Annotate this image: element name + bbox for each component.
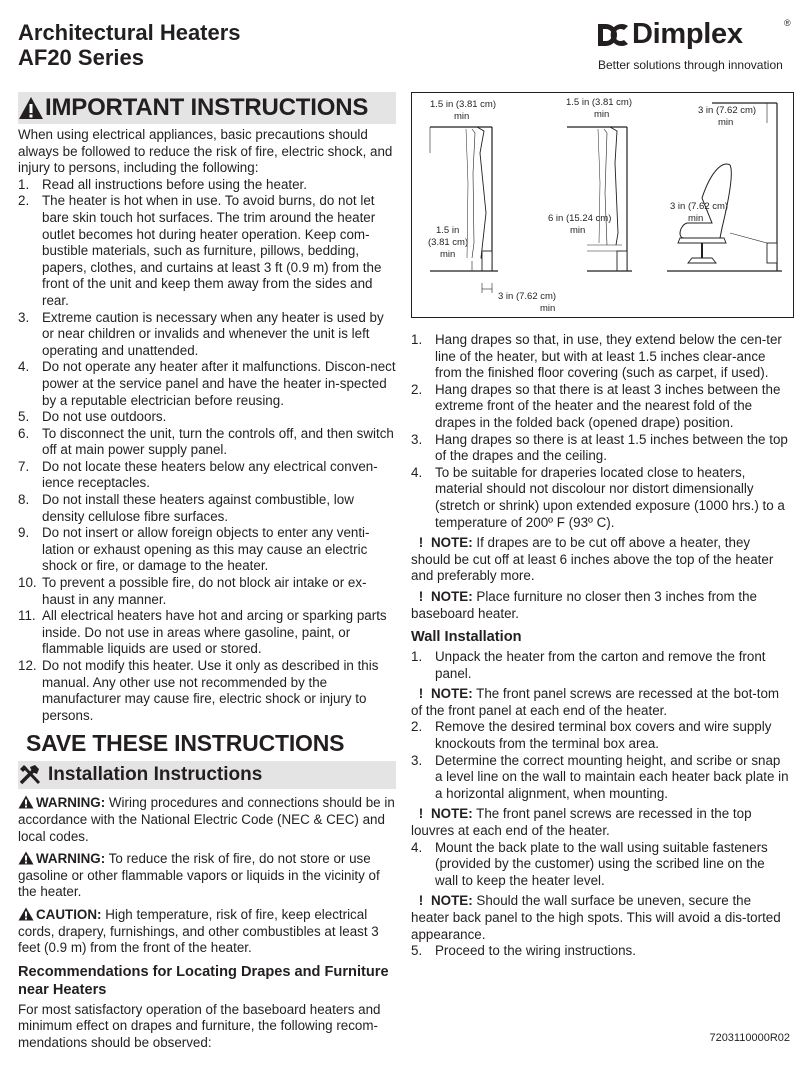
- warning-text: Wiring procedures and connections should be in accordance with the National Electric Code (NEC & CEC) and local codes.: [18, 795, 395, 844]
- list-item-text: Do not install these heaters against combustible, low density cellulose fibre surfaces.: [42, 492, 354, 524]
- wall-steps: [411, 943, 791, 960]
- warning-icon: [18, 96, 44, 120]
- list-item: [411, 332, 791, 382]
- list-item-text: Hang drapes so there is at least 1.5 inches between the top of the drapes and the ceiling.: [435, 431, 788, 464]
- list-item-number: 6.: [18, 425, 30, 441]
- label-panel2-top: 1.5 in (3.81 cm): [566, 97, 632, 108]
- caution-icon: [18, 907, 34, 921]
- exclamation-icon: !: [418, 535, 424, 551]
- wall-step: 1. Unpack the heater from the carton and remove the front panel.: [411, 649, 766, 681]
- list-item-number: 4.: [18, 359, 30, 375]
- list-item-text: To be suitable for draperies located close to heaters, material should not discolour nor distort dimensionally (stretch or shrink) upon extended exposure (1000 hrs.) to a temperature of 200º F (93º C).: [435, 464, 785, 530]
- warning-icon: [18, 795, 34, 809]
- exclamation-icon: !: [418, 588, 424, 604]
- list-item-text: Do not use outdoors.: [42, 409, 167, 425]
- warning-label: WARNING:: [36, 851, 106, 867]
- list-item: [411, 465, 791, 531]
- brand-name: Dimplex: [632, 18, 743, 50]
- caution-label: CAUTION:: [36, 906, 102, 922]
- warning-flammable: [18, 851, 396, 901]
- registered-mark: ®: [784, 18, 791, 28]
- list-item-text: Hang drapes so that, in use, they extend below the cen-ter line of the heater, but with at least 1.5 inches clear-ance from the finished floor covering (such as carpet, if used).: [435, 332, 782, 381]
- installation-banner: [18, 761, 396, 789]
- list-item: [18, 575, 396, 608]
- list-item: [18, 608, 396, 658]
- clearance-diagram: [411, 92, 794, 318]
- list-item-number: 8.: [18, 492, 30, 508]
- list-item-number: 2.: [411, 381, 423, 397]
- wall-step: 4. Mount the back plate to the wall using suitable fasteners (provided by the customer) using the scribed line on the wall to keep the heater level.: [411, 839, 768, 888]
- wall-step: 2. Remove the desired terminal box covers and wire supply knockouts from the terminal box area.: [411, 719, 772, 752]
- note-furniture: [411, 589, 791, 622]
- caution-text: High temperature, risk of fire, keep electrical cords, drapery, furnishings, and other combustibles at least 3 feet (0.9 m) from the front of the heater.: [18, 906, 379, 956]
- label-panel1-bottom-b: (3.81 cm): [428, 237, 469, 248]
- label-panel2-drape-min: min: [570, 225, 586, 236]
- important-list: [18, 177, 396, 725]
- brand-tagline: Better solutions through innovation: [598, 58, 783, 72]
- wall-steps: [411, 719, 791, 802]
- label-panel1-bottom-a: 1.5 in: [436, 225, 460, 236]
- list-item-text: To disconnect the unit, turn the controls off, and then switch off at main power supply panel.: [42, 425, 394, 458]
- label-panel3-furniture-min: min: [688, 213, 704, 224]
- note-drapes-cut: [411, 535, 791, 585]
- label-panel1-top: 1.5 in (3.81 cm): [430, 99, 496, 110]
- list-item: [18, 658, 396, 724]
- list-item: [18, 492, 396, 525]
- list-item-number: 5.: [18, 409, 30, 425]
- installation-title: Installation Instructions: [48, 764, 263, 786]
- list-item-number: 7.: [18, 458, 30, 474]
- caution-high-temp: [18, 907, 396, 957]
- title-line-2: AF20 Series: [18, 45, 144, 70]
- warning-label: WARNING:: [36, 795, 106, 811]
- list-item-text: To prevent a possible fire, do not block air intake or ex-haust in any manner.: [42, 575, 367, 607]
- recommendations-heading: Recommendations for Locating Drapes and Furniture near Heaters: [18, 963, 389, 998]
- list-item-text: All electrical heaters have hot and arcing or sparking parts inside. Do not use in areas where gasoline, paint, or flammable liquids are used or stored.: [42, 608, 387, 657]
- wall-step: 5. Proceed to the wiring instructions.: [411, 943, 636, 959]
- list-item: [18, 177, 396, 194]
- list-item: [18, 310, 396, 360]
- label-panel1-bottom-min: min: [440, 249, 456, 260]
- list-item-number: 3.: [411, 431, 423, 447]
- warning-text: To reduce the risk of fire, do not store or use gasoline or other flammable vapors or liquids in the vicinity of the heater.: [18, 851, 380, 900]
- list-item-text: Do not modify this heater. Use it only as described in this manual. Any other use not recommended by the manufacturer may cause fire, electric shock or injury to persons.: [42, 658, 379, 723]
- document-title: [18, 20, 241, 70]
- wall-steps: [411, 840, 791, 890]
- note-text: The front panel screws are recessed in the top louvres at each end of the heater.: [411, 806, 752, 839]
- list-item-text: Do not insert or allow foreign objects to enter any venti-lation or exhaust opening as this may cause an electric shock or fire, or damage to the heater.: [42, 525, 370, 574]
- important-instructions-title: IMPORTANT INSTRUCTIONS: [45, 94, 369, 121]
- list-item-number: 11.: [18, 608, 36, 624]
- note-text: The front panel screws are recessed at the bot-tom of the front panel at each end of the heater.: [411, 686, 780, 718]
- warning-icon: [18, 851, 34, 865]
- drapes-list: [411, 332, 791, 531]
- wall-step: 3. Determine the correct mounting height, and scribe or snap a level line on the wall to maintain each heater back plate in a horizontal alignment, when mounting.: [411, 752, 789, 801]
- important-intro: When using electrical appliances, basic precautions should always be followed to reduce the risk of fire, electric shock, and injury to persons, including the following:: [18, 127, 393, 176]
- list-item: [18, 409, 396, 426]
- list-item-text: The heater is hot when in use. To avoid burns, do not let bare skin touch hot surfaces. The trim around the heater outlet becomes hot during heater operation. Keep com-bustible materials, such as furniture, pillows, bedding, papers, clothes, and curtains at least 3 ft (0.9 m) from the front of the unit and keep them away from the sides and rear.: [42, 193, 382, 308]
- list-item-text: Extreme caution is necessary when any heater is used by or near children or invalids and whenever the unit is left operating and unattended.: [42, 309, 384, 358]
- list-item: [18, 193, 396, 309]
- list-item-number: 1.: [18, 176, 30, 192]
- wall-installation-heading: Wall Installation: [411, 629, 522, 646]
- tools-icon: [18, 764, 44, 786]
- note-front-panel-bottom: [411, 686, 791, 719]
- list-item-number: 12.: [18, 658, 37, 673]
- label-panel2-top-min: min: [594, 109, 610, 120]
- list-item-number: 10.: [18, 575, 37, 591]
- label-panel3-top-min: min: [718, 117, 734, 128]
- note-uneven-wall: [411, 893, 791, 943]
- important-instructions-banner: [18, 92, 396, 124]
- note-label: NOTE:: [431, 686, 473, 702]
- list-item-text: Do not operate any heater after it malfunctions. Discon-nect power at the service panel and have the heater in-spected by a reputable electrician before reusing.: [42, 359, 396, 408]
- note-text: If drapes are to be cut off above a heater, they should be cut off at least 6 inches above the top of the heater and preferably more.: [411, 535, 774, 584]
- dimplex-logo-icon: [596, 22, 630, 48]
- recommendations-text: For most satisfactory operation of the baseboard heaters and minimum effect on drapes and furniture, the following recom-mendations should be observed:: [18, 1001, 381, 1050]
- list-item-text: Read all instructions before using the heater.: [42, 176, 308, 192]
- list-item: [411, 432, 791, 465]
- note-text: Should the wall surface be uneven, secure the heater back panel to the high spots. This will avoid a dis-torted appearance.: [411, 893, 781, 942]
- list-item: [18, 426, 396, 459]
- note-text: Place furniture no closer then 3 inches from the baseboard heater.: [411, 588, 757, 621]
- list-item-number: 4.: [411, 464, 423, 480]
- note-label: NOTE:: [431, 893, 473, 909]
- note-front-panel-top: [411, 806, 791, 839]
- note-label: NOTE:: [431, 535, 473, 551]
- note-label: NOTE:: [431, 588, 473, 604]
- list-item-number: 1.: [411, 332, 423, 347]
- save-instructions-heading: SAVE THESE INSTRUCTIONS: [26, 730, 345, 757]
- exclamation-icon: !: [418, 893, 424, 909]
- list-item-number: 2.: [18, 193, 30, 209]
- label-panel1-front: 3 in (7.62 cm): [498, 291, 557, 302]
- left-column: [18, 92, 396, 1052]
- list-item-text: Hang drapes so that there is at least 3 inches between the extreme front of the heater and the nearest fold of the drapes in the folded back (opened drape) position.: [435, 381, 781, 430]
- title-line-1: Architectural Heaters: [18, 20, 241, 45]
- clearance-diagram-svg: [412, 93, 793, 317]
- label-panel1-top-min: min: [454, 111, 470, 122]
- list-item: [18, 525, 396, 575]
- brand-logo: [596, 18, 792, 78]
- list-item-text: Do not locate these heaters below any electrical conven-ience receptacles.: [42, 458, 378, 491]
- label-panel3-furniture: 3 in (7.62 cm): [670, 201, 729, 212]
- label-panel1-front-min: min: [540, 303, 556, 314]
- list-item: [18, 359, 396, 409]
- exclamation-icon: !: [418, 686, 424, 702]
- list-item: [411, 382, 791, 432]
- document-number: 7203110000R02: [709, 1032, 790, 1044]
- list-item-number: 9.: [18, 525, 30, 541]
- note-label: NOTE:: [431, 806, 473, 822]
- label-panel3-top: 3 in (7.62 cm): [698, 105, 757, 116]
- wall-steps: [411, 649, 791, 682]
- label-panel2-drape: 6 in (15.24 cm): [548, 213, 612, 224]
- list-item: [18, 459, 396, 492]
- list-item-number: 3.: [18, 309, 30, 325]
- exclamation-icon: !: [418, 806, 424, 822]
- warning-wiring: [18, 795, 396, 845]
- right-column: [411, 332, 791, 960]
